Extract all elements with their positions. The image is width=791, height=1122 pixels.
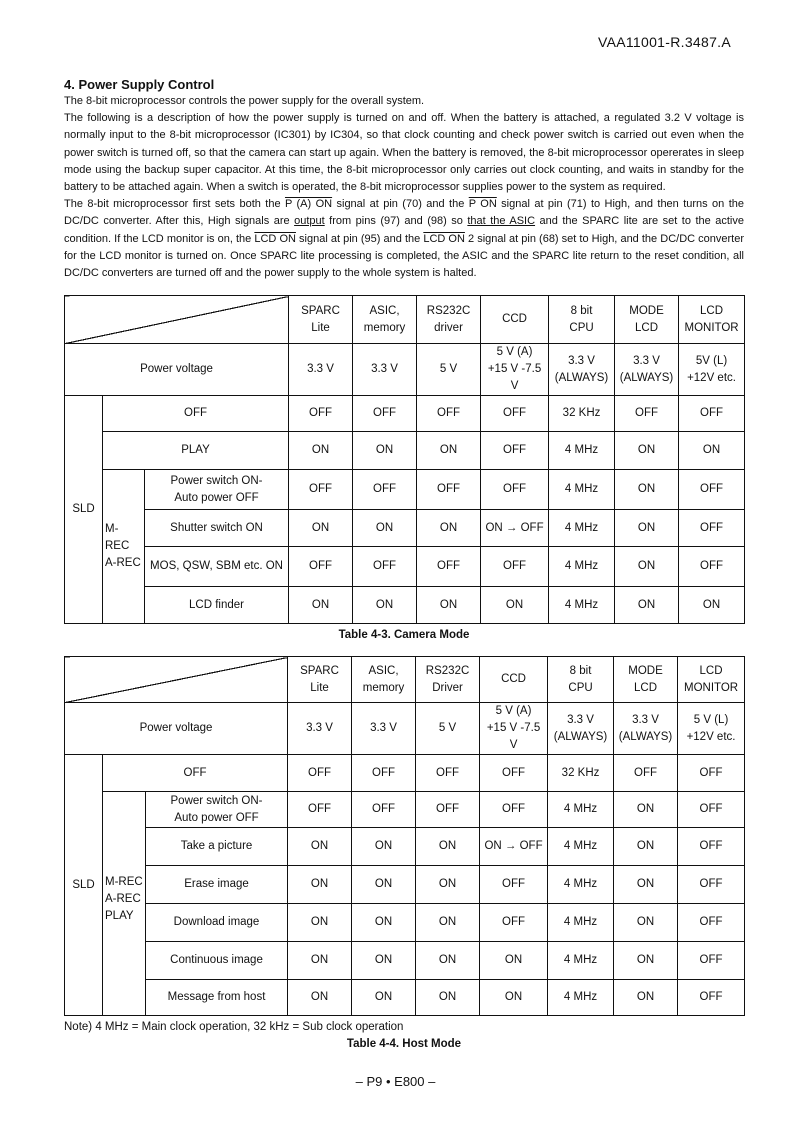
table-cell: ON bbox=[289, 587, 353, 624]
intro-paragraph-3: The 8-bit microprocessor first sets both the P (A) ON signal at pin (70) and the P ON signal at pin (71) to High, and then turns on the DC/DC converter. After this, High signals are output from pins (97) and (98) so that the ASIC and the SPARC lite are set to the active condition. If the LCD monitor is on, the LCD ON signal at pin (95) and the LCD ON 2 signal at pin (68) set to High, and the DC/DC converter for the LCD monitor is turned on. Once SPARC lite processing is completed, the ASIC and the SPARC lite return to the reset condition, all DC/DC converters are turned off and the power supply to the whole system is halted. bbox=[64, 198, 745, 280]
power-voltage-cell: 3.3 V bbox=[353, 344, 417, 396]
table-cell: OFF bbox=[416, 755, 480, 792]
power-voltage-label: Power voltage bbox=[65, 703, 288, 755]
table-cell: OFF bbox=[289, 396, 353, 432]
table-cell: 4 MHz bbox=[548, 942, 614, 980]
power-voltage-cell: 5 V (A) +15 V -7.5 V bbox=[481, 344, 549, 396]
table-cell: ON bbox=[352, 866, 416, 904]
mode-row-label: OFF bbox=[103, 755, 288, 792]
column-header: SPARC Lite bbox=[289, 296, 353, 344]
table-cell: OFF bbox=[679, 547, 745, 587]
page-content bbox=[64, 77, 744, 1050]
column-header: CCD bbox=[481, 296, 549, 344]
corner-cell bbox=[65, 296, 289, 344]
table-cell: OFF bbox=[678, 866, 745, 904]
signal-lcd-on-2: LCD ON bbox=[423, 232, 465, 245]
table-cell: 4 MHz bbox=[549, 470, 615, 510]
mode-row-label: MOS, QSW, SBM etc. ON bbox=[145, 547, 289, 587]
table-cell: OFF bbox=[679, 470, 745, 510]
table-cell: OFF bbox=[678, 942, 745, 980]
table-cell: OFF bbox=[352, 755, 416, 792]
table-cell: ON bbox=[679, 587, 745, 624]
signal-p-on: P ON bbox=[468, 198, 497, 211]
table-cell: OFF bbox=[615, 396, 679, 432]
table-cell: ON bbox=[288, 828, 352, 866]
power-voltage-cell: 3.3 V bbox=[288, 703, 352, 755]
table-cell: OFF bbox=[417, 470, 481, 510]
table-cell: OFF bbox=[288, 792, 352, 828]
power-voltage-cell: 5 V bbox=[417, 344, 481, 396]
table-cell: OFF bbox=[353, 396, 417, 432]
column-header: RS232C Driver bbox=[416, 657, 480, 703]
table-cell: ON bbox=[679, 432, 745, 470]
table-cell: ON bbox=[417, 432, 481, 470]
column-header: LCD MONITOR bbox=[678, 657, 745, 703]
table-cell: 4 MHz bbox=[549, 547, 615, 587]
intro-paragraph-1: The 8-bit microprocessor controls the power supply for the overall system. bbox=[64, 95, 425, 107]
table-cell: ON bbox=[417, 587, 481, 624]
table-cell: 4 MHz bbox=[548, 866, 614, 904]
table-cell: OFF bbox=[352, 792, 416, 828]
power-voltage-cell: 5 V (A) +15 V -7.5 V bbox=[480, 703, 548, 755]
table-cell: 4 MHz bbox=[549, 432, 615, 470]
column-header: 8 bit CPU bbox=[548, 657, 614, 703]
table-cell: 4 MHz bbox=[549, 510, 615, 547]
table-cell: ON bbox=[615, 587, 679, 624]
table-cell: OFF bbox=[678, 904, 745, 942]
table-cell: ON bbox=[480, 980, 548, 1016]
document-id: VAA11001-R.3487.A bbox=[597, 34, 731, 50]
table-cell: OFF bbox=[289, 470, 353, 510]
table-cell: ON → OFF bbox=[481, 510, 549, 547]
table-cell: OFF bbox=[481, 470, 549, 510]
column-header: LCD MONITOR bbox=[679, 296, 745, 344]
table-cell: OFF bbox=[417, 547, 481, 587]
table-cell: ON bbox=[614, 904, 678, 942]
table-cell: ON bbox=[353, 432, 417, 470]
column-header: RS232C driver bbox=[417, 296, 481, 344]
mode-row-label: Shutter switch ON bbox=[145, 510, 289, 547]
power-voltage-cell: 5 V bbox=[416, 703, 480, 755]
table-cell: ON bbox=[353, 510, 417, 547]
table-cell: OFF bbox=[480, 866, 548, 904]
table-cell: OFF bbox=[678, 755, 745, 792]
table-cell: OFF bbox=[480, 792, 548, 828]
table-cell: ON bbox=[288, 904, 352, 942]
mode-row-label: LCD finder bbox=[145, 587, 289, 624]
mode-row-label: Power switch ON- Auto power OFF bbox=[146, 792, 288, 828]
table-cell: ON bbox=[416, 904, 480, 942]
table-cell: 4 MHz bbox=[548, 792, 614, 828]
mode-row-label: Message from host bbox=[146, 980, 288, 1016]
table-cell: ON bbox=[353, 587, 417, 624]
table-cell: ON bbox=[614, 828, 678, 866]
table-cell: OFF bbox=[353, 547, 417, 587]
column-header: CCD bbox=[480, 657, 548, 703]
table-cell: OFF bbox=[678, 980, 745, 1016]
sld-group-label: SLD bbox=[65, 755, 103, 1016]
power-voltage-cell: 3.3 V bbox=[352, 703, 416, 755]
table-cell: ON bbox=[416, 866, 480, 904]
table-caption-host-mode: Table 4-4. Host Mode bbox=[346, 1038, 462, 1051]
table-cell: ON bbox=[352, 980, 416, 1016]
power-voltage-cell: 3.3 V (ALWAYS) bbox=[549, 344, 615, 396]
power-voltage-cell: 3.3 V (ALWAYS) bbox=[614, 703, 678, 755]
table-cell: ON bbox=[614, 980, 678, 1016]
mode-row-label: Continuous image bbox=[146, 942, 288, 980]
table-cell: OFF bbox=[678, 792, 745, 828]
table-cell: OFF bbox=[481, 432, 549, 470]
signal-lcd-on: LCD ON bbox=[254, 232, 296, 245]
table-cell: OFF bbox=[614, 755, 678, 792]
table-cell: ON bbox=[615, 432, 679, 470]
table-cell: OFF bbox=[288, 755, 352, 792]
table-cell: ON bbox=[288, 866, 352, 904]
table-cell: ON bbox=[416, 828, 480, 866]
power-voltage-cell: 5V (L) +12V etc. bbox=[679, 344, 745, 396]
clock-note: Note) 4 MHz = Main clock operation, 32 kHz = Sub clock operation bbox=[64, 1021, 404, 1034]
table-cell: ON bbox=[614, 866, 678, 904]
table-cell: 4 MHz bbox=[548, 980, 614, 1016]
table-cell: ON bbox=[615, 547, 679, 587]
table-caption-camera-mode: Table 4-3. Camera Mode bbox=[338, 629, 470, 642]
sld-group-label: SLD bbox=[65, 396, 103, 624]
table-cell: ON bbox=[289, 432, 353, 470]
table-cell: ON bbox=[416, 980, 480, 1016]
table-cell: OFF bbox=[678, 828, 745, 866]
intro-paragraph-2: The following is a description of how the power supply is turned on and off. When the battery is attached, a regulated 3.2 V voltage is normally input to the 8-bit microprocessor (IC301) by IC304, so that clock counting and check power switch is carried out even when the power switch is turned off, so that the camera can start up again. When the battery is removed, the 8-bit microprocessor opererates in sleep mode using the backup super capacitor. At this time, the 8-bit microprocessor only carries out clock counting, and waits in standby for the battery to be attached again. When a switch is operated, the 8-bit microprocessor supplies power to the system as required. bbox=[64, 112, 744, 194]
mode-row-label: Power switch ON- Auto power OFF bbox=[145, 470, 289, 510]
column-header: SPARC Lite bbox=[288, 657, 352, 703]
column-header: MODE LCD bbox=[614, 657, 678, 703]
table-cell: OFF bbox=[480, 755, 548, 792]
mode-row-label: PLAY bbox=[103, 432, 289, 470]
table-cell: 4 MHz bbox=[549, 587, 615, 624]
table-cell: 32 KHz bbox=[549, 396, 615, 432]
table-cell: 4 MHz bbox=[548, 828, 614, 866]
table-cell: ON bbox=[288, 942, 352, 980]
power-voltage-cell: 5 V (L) +12V etc. bbox=[678, 703, 745, 755]
table-cell: ON bbox=[417, 510, 481, 547]
mode-row-label: Take a picture bbox=[146, 828, 288, 866]
table-cell: OFF bbox=[679, 510, 745, 547]
table-cell: OFF bbox=[417, 396, 481, 432]
host-mode-table-wrap bbox=[64, 656, 744, 1016]
table-cell: OFF bbox=[480, 904, 548, 942]
m-rec-group-label: M-REC A-REC PLAY bbox=[103, 792, 146, 1016]
signal-p-a-on: P (A) ON bbox=[284, 198, 333, 211]
table-cell: ON bbox=[615, 510, 679, 547]
table-cell: OFF bbox=[481, 547, 549, 587]
table-cell: ON bbox=[352, 942, 416, 980]
table-cell: ON bbox=[614, 942, 678, 980]
camera-mode-table-wrap bbox=[64, 295, 744, 624]
mode-row-label: Download image bbox=[146, 904, 288, 942]
page-footer: – P9 • E800 – bbox=[355, 1074, 436, 1089]
table-cell: ON bbox=[615, 470, 679, 510]
table-cell: ON → OFF bbox=[480, 828, 548, 866]
column-header: 8 bit CPU bbox=[549, 296, 615, 344]
table-cell: ON bbox=[480, 942, 548, 980]
power-voltage-label: Power voltage bbox=[65, 344, 289, 396]
column-header: MODE LCD bbox=[615, 296, 679, 344]
table-cell: OFF bbox=[416, 792, 480, 828]
column-header: ASIC, memory bbox=[352, 657, 416, 703]
corner-cell bbox=[65, 657, 288, 703]
table-cell: ON bbox=[288, 980, 352, 1016]
table-cell: ON bbox=[289, 510, 353, 547]
camera-mode-table bbox=[64, 295, 745, 624]
section-title: 4. Power Supply Control bbox=[64, 77, 215, 92]
table-cell: 32 KHz bbox=[548, 755, 614, 792]
table-cell: OFF bbox=[353, 470, 417, 510]
mode-row-label: OFF bbox=[103, 396, 289, 432]
table-cell: OFF bbox=[481, 396, 549, 432]
host-mode-table bbox=[64, 656, 745, 1016]
power-voltage-cell: 3.3 V (ALWAYS) bbox=[548, 703, 614, 755]
column-header: ASIC, memory bbox=[353, 296, 417, 344]
table-cell: ON bbox=[352, 828, 416, 866]
power-voltage-cell: 3.3 V (ALWAYS) bbox=[615, 344, 679, 396]
table-cell: ON bbox=[614, 792, 678, 828]
power-voltage-cell: 3.3 V bbox=[289, 344, 353, 396]
table-cell: 4 MHz bbox=[548, 904, 614, 942]
table-cell: ON bbox=[416, 942, 480, 980]
m-rec-group-label: M-REC A-REC bbox=[103, 470, 145, 624]
table-cell: ON bbox=[352, 904, 416, 942]
mode-row-label: Erase image bbox=[146, 866, 288, 904]
table-cell: OFF bbox=[679, 396, 745, 432]
table-cell: ON bbox=[481, 587, 549, 624]
table-cell: OFF bbox=[289, 547, 353, 587]
